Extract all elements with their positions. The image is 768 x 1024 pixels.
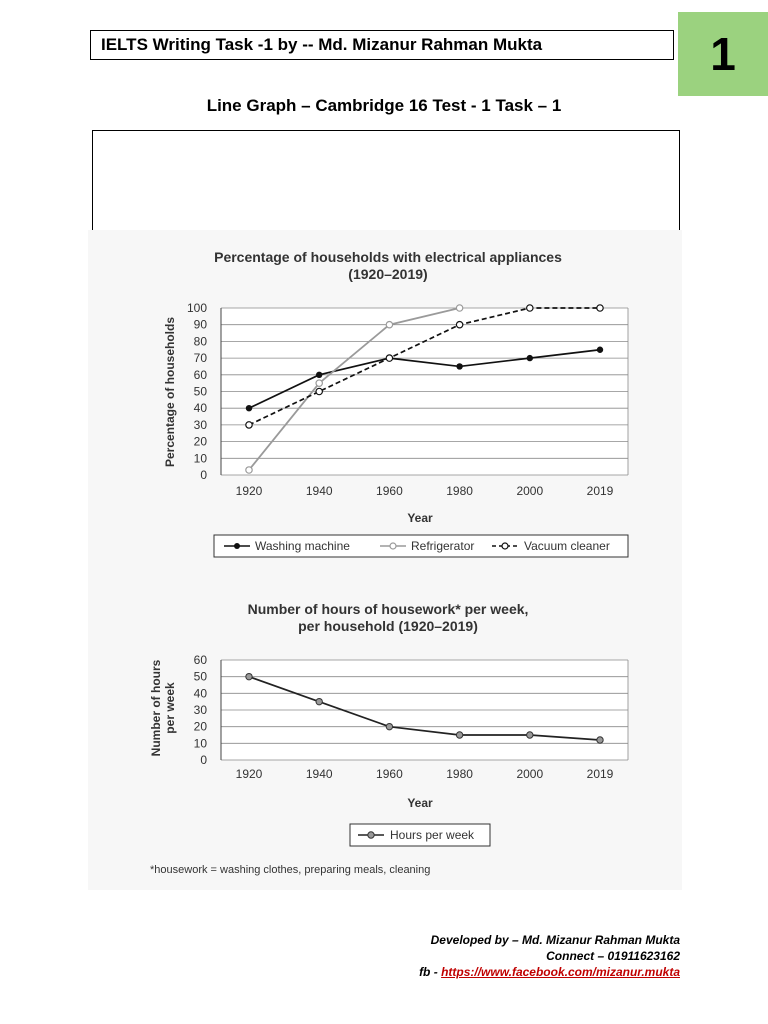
chart1-title: Percentage of households with electrical appliances — [214, 249, 562, 265]
legend-washing-marker — [234, 543, 240, 549]
chart1-series-washing-machine-point — [527, 355, 533, 361]
chart1-x-tick-label: 1960 — [376, 484, 403, 498]
chart1-grid — [221, 308, 628, 475]
footer-fb — [419, 964, 680, 980]
footer — [419, 932, 680, 980]
chart2-series-hours-per-week-point — [527, 732, 533, 738]
chart1-series-washing-machine-point — [456, 363, 462, 369]
chart1-y-tick-label: 40 — [193, 401, 207, 416]
chart1-series-refrigerator-point — [386, 322, 392, 328]
chart1-series-washing-machine-point — [597, 347, 603, 353]
header-title: IELTS Writing Task -1 by -- Md. Mizanur Rahman Mukta — [101, 35, 543, 54]
chart1-y-tick-label: 0 — [200, 468, 207, 482]
chart1-x-tick-label: 1920 — [235, 484, 263, 498]
chart1-series-vacuum-cleaner-point — [456, 322, 462, 328]
chart2-subtitle: per household (1920–2019) — [298, 618, 478, 634]
chart2-x-tick-label: 1960 — [376, 767, 403, 781]
legend-washing-label: Washing machine — [255, 539, 350, 553]
chart1-x-tick-label: 1940 — [305, 484, 333, 498]
chart1-subtitle: (1920–2019) — [348, 266, 428, 282]
answer-box — [92, 130, 680, 232]
chart2-series-hours-per-week-point — [386, 723, 392, 729]
chart1-x-tick-label: 1980 — [446, 484, 473, 498]
chart1-series-vacuum-cleaner-point — [246, 422, 252, 428]
chart2-x-ticks — [236, 767, 614, 781]
chart1-y-tick-label: 100 — [186, 301, 207, 315]
chart1-series-vacuum-cleaner-point — [597, 305, 603, 311]
chart2-y-tick-label: 0 — [200, 753, 207, 767]
chart1-x-tick-label: 2000 — [516, 484, 544, 498]
page-number-badge: 1 — [678, 12, 768, 96]
footer-fb-link[interactable]: https://www.facebook.com/mizanur.mukta — [441, 965, 680, 979]
footer-developed-by: Developed by – Md. Mizanur Rahman Mukta — [430, 933, 680, 947]
chart2-grid — [221, 660, 628, 760]
chart2-series-hours-per-week-point — [597, 737, 603, 743]
legend-hours-marker — [368, 832, 374, 838]
chart2-y-tick-label: 10 — [193, 736, 207, 751]
chart1-y-tick-label: 80 — [193, 334, 207, 349]
chart2-series-hours-per-week-point — [316, 698, 322, 704]
chart1-series-washing-machine-point — [246, 405, 252, 411]
chart1-series-refrigerator-point — [316, 380, 322, 386]
chart2-y-tick-label: 60 — [193, 653, 207, 667]
legend-refrigerator-marker — [390, 543, 396, 549]
chart2-y-ticks — [194, 653, 208, 767]
chart1-series-refrigerator-point — [456, 305, 462, 311]
header-title-box — [90, 30, 674, 60]
chart1-y-tick-label: 60 — [193, 367, 207, 382]
chart1-y-tick-label: 20 — [193, 434, 207, 449]
charts-svg — [88, 230, 682, 890]
legend-vacuum-marker — [502, 543, 508, 549]
legend-vacuum-label: Vacuum cleaner — [524, 539, 610, 553]
chart2-series-hours-per-week-point — [246, 673, 252, 679]
chart1-series-vacuum-cleaner-point — [386, 355, 392, 361]
chart2-ylabel-line1: Number of hours — [149, 659, 163, 757]
chart1-x-ticks — [236, 484, 614, 498]
chart2-y-tick-label: 30 — [193, 703, 207, 717]
figure-panel — [88, 230, 682, 890]
chart2-y-tick-label: 20 — [193, 719, 207, 734]
legend-refrigerator-label: Refrigerator — [411, 539, 475, 553]
chart1-series-washing-machine-point — [316, 372, 322, 378]
chart2-title: Number of hours of housework* per week, — [247, 601, 529, 617]
chart1-xlabel: Year — [407, 511, 433, 525]
chart1-ylabel: Percentage of households — [163, 316, 177, 468]
footer-connect: Connect – 01911623162 — [546, 949, 680, 963]
chart1-y-tick-label: 70 — [193, 351, 207, 366]
chart2-x-tick-label: 2000 — [516, 767, 544, 781]
chart1-series-vacuum-cleaner-point — [527, 305, 533, 311]
chart2-x-tick-label: 1940 — [305, 767, 333, 781]
chart2-y-tick-label: 40 — [193, 686, 207, 701]
chart2-series-hours-per-week-point — [456, 732, 462, 738]
chart1-series-refrigerator-point — [246, 467, 252, 473]
chart2-footnote: *housework = washing clothes, preparing meals, cleaning — [150, 864, 431, 876]
footer-fb-label: fb - — [419, 965, 442, 979]
chart1-legend — [214, 535, 628, 557]
legend-hours-label: Hours per week — [390, 828, 475, 842]
chart1-x-tick-label: 2019 — [586, 484, 614, 498]
document-title: Line Graph – Cambridge 16 Test - 1 Task – 1 — [206, 96, 562, 115]
chart2-y-tick-label: 50 — [193, 669, 207, 684]
chart1-y-tick-label: 50 — [193, 384, 207, 399]
chart1-series-vacuum-cleaner-point — [316, 388, 322, 394]
chart2-ylabel-line2: per week — [163, 682, 177, 734]
chart2-xlabel: Year — [407, 796, 433, 810]
chart1-y-tick-label: 90 — [193, 317, 207, 332]
chart1-y-ticks — [187, 301, 207, 482]
chart2-x-tick-label: 1980 — [446, 767, 473, 781]
chart2-x-tick-label: 1920 — [235, 767, 263, 781]
chart2-x-tick-label: 2019 — [586, 767, 614, 781]
chart1-y-tick-label: 30 — [193, 417, 207, 432]
chart2-legend — [350, 824, 490, 846]
chart1-y-tick-label: 10 — [193, 451, 207, 466]
